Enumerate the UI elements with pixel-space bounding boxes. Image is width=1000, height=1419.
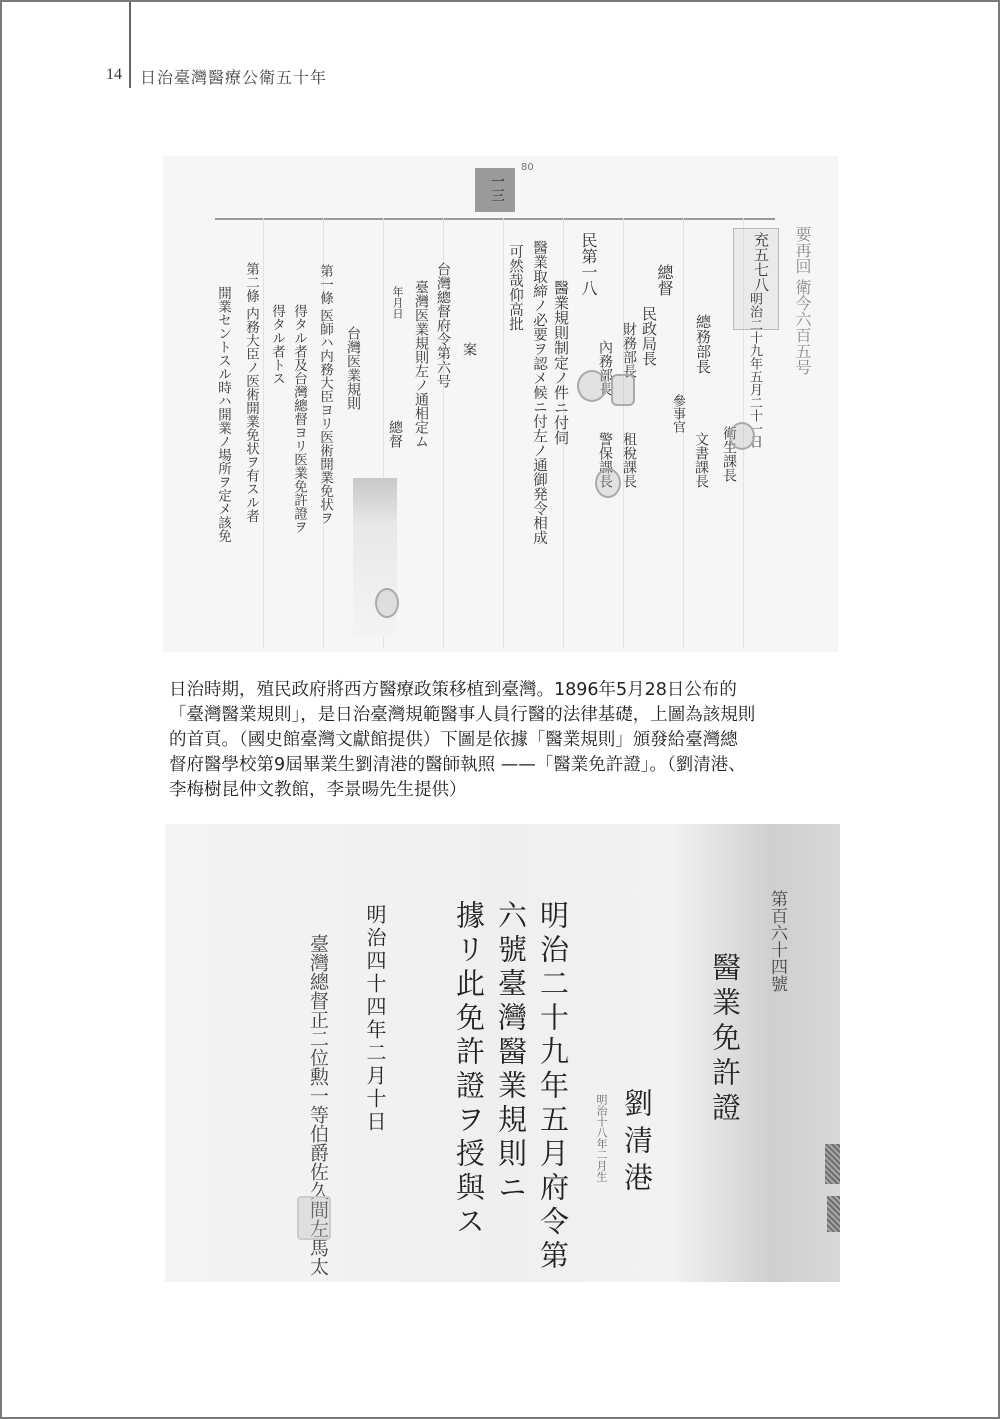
doc-column: 案 [461, 342, 477, 356]
doc-column: 總督 [387, 420, 403, 448]
document-tab-label [475, 168, 515, 212]
seal-stamp [611, 374, 635, 406]
doc-column: 可然哉仰高批 [507, 244, 523, 331]
seal-stamp [827, 1196, 840, 1232]
caption-line: 李梅樹昆仲文教館，李景暘先生提供） [169, 780, 467, 800]
licensee-birth: 明治十八年二月生 [595, 1094, 608, 1182]
doc-column: 台灣總督府令第六号 [435, 262, 451, 388]
license-body-line: 明治二十九年五月府令第 [536, 900, 570, 1274]
license-issuer: 臺灣總督正二位勲一等伯爵佐久間左馬太 [307, 934, 329, 1276]
licensee-name: 劉清港 [620, 1088, 654, 1199]
doc-number: 充五七八 [752, 232, 770, 292]
doc-column: 文書課長 [693, 432, 709, 488]
document-top-rule [215, 218, 775, 220]
figure-regulation-document [163, 156, 838, 652]
doc-column: 內務部長 [597, 340, 613, 396]
license-body-line: 六號臺灣醫業規則ニ [494, 900, 528, 1206]
doc-column: 警保課長 [597, 432, 613, 488]
doc-column: 第一條 医師ハ内務大臣ヨリ医術開業免状ヲ [317, 264, 333, 525]
doc-column: 醫業規則制定ノ件ニ付伺 [552, 280, 570, 445]
ruled-line [683, 218, 684, 648]
ruled-line [503, 218, 504, 648]
caption-line: 「臺灣醫業規則」，是日治臺灣規範醫事人員行醫的法律基礎，上圖為該規則 [169, 705, 756, 725]
caption-line: 日治時期，殖民政府將西方醫療政策移植到臺灣。1896年5月28日公布的 [169, 680, 737, 700]
license-title: 醫業免許證 [708, 952, 742, 1127]
doc-column: 臺灣医業規則左ノ通相定ム [413, 280, 429, 448]
seal-stamp [595, 468, 621, 498]
doc-column: 開業セントスル時ハ開業ノ場所ヲ定メ該免 [215, 286, 231, 543]
ruled-line [263, 218, 264, 648]
doc-column: 財務部長 [621, 322, 637, 378]
license-date: 明治四十四年二月十日 [363, 904, 387, 1134]
doc-column: 民政局長 [640, 306, 658, 366]
header-divider [129, 2, 131, 88]
page-number: 14 [106, 66, 122, 83]
book-page [2, 2, 998, 1417]
doc-column: 得タル者トス [269, 304, 285, 385]
doc-date: 明治二十九年五月二十一日 [747, 292, 762, 448]
doc-column: 總務部長 [694, 314, 712, 374]
caption-line: 的首頁。（國史館臺灣文獻館提供）下圖是依據「醫業規則」頒發給臺灣總 [169, 730, 738, 750]
doc-column: 得タル者及台灣總督ヨリ医業免許證ヲ [291, 304, 307, 534]
seal-stamp [375, 588, 399, 618]
license-body-line: 據リ此免許證ヲ授與ス [452, 900, 486, 1240]
seal-stamp [577, 370, 607, 402]
seal-stamp [297, 1196, 331, 1240]
figure-medical-license [165, 824, 840, 1282]
doc-column: 總督 [655, 264, 674, 296]
doc-column: 台灣医業規則 [345, 326, 361, 410]
stamp-note: 要再回 衛今六百五号 [793, 226, 812, 376]
seal-stamp [825, 1144, 840, 1184]
figure-caption [169, 678, 849, 803]
doc-column: 第二條 内務大臣ノ医術開業免状ヲ有スル者 [243, 262, 259, 523]
doc-column: 年月日 [391, 286, 404, 319]
license-number: 第百六十四號 [767, 890, 787, 992]
running-title: 日治臺灣醫療公衛五十年 [140, 68, 328, 87]
doc-column: 參事官 [670, 394, 685, 433]
margin-note: 80 [521, 162, 534, 173]
seal-stamp [729, 422, 755, 450]
doc-column: 醫業取締ノ必要ヲ認メ候ニ付左ノ通御発令相成 [531, 240, 547, 545]
caption-line: 督府醫學校第9屆畢業生劉清港的醫師執照 ——「醫業免許證」。（劉清港、 [169, 755, 746, 775]
doc-column: 民第一八 [579, 232, 598, 296]
tab-label-text: 一三 [489, 174, 505, 202]
doc-column: 租稅課長 [621, 432, 637, 488]
doc-column: 衛生課長 [721, 426, 737, 482]
